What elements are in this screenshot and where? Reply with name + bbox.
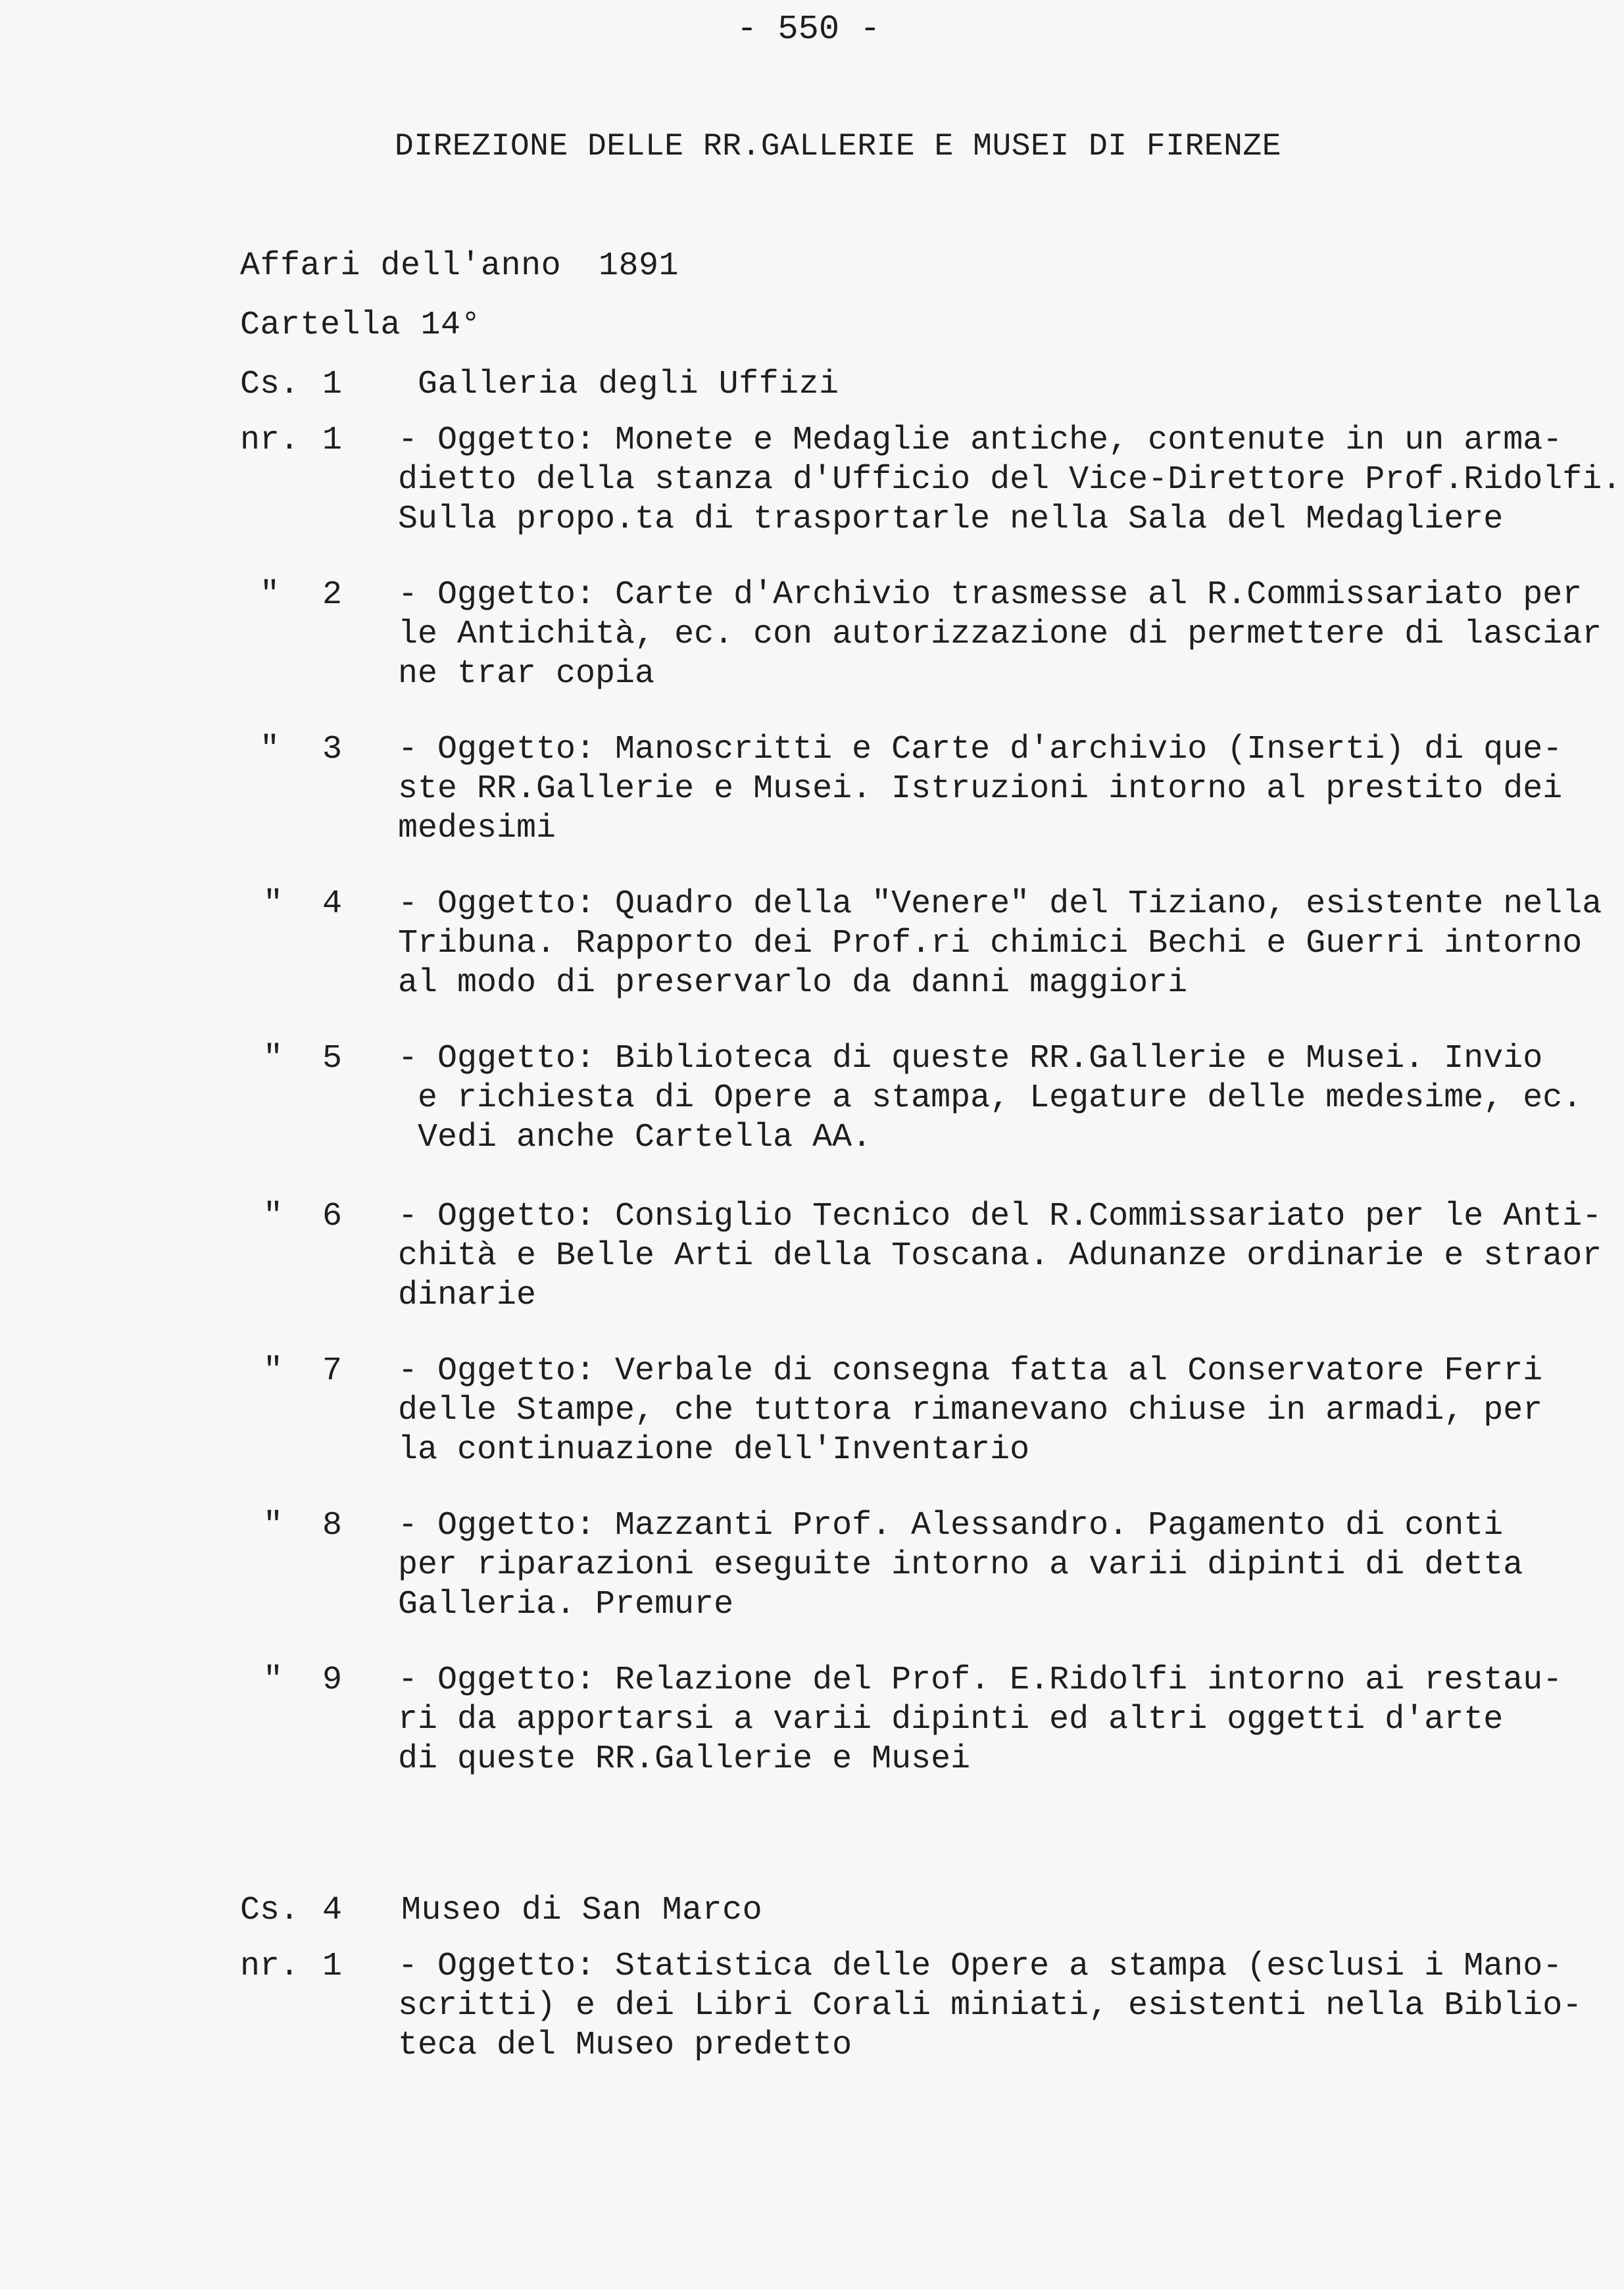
entry-text xyxy=(398,1661,1562,1779)
entry-line: Galleria. Premure xyxy=(398,1586,734,1623)
entry-number: 2 xyxy=(322,576,343,614)
entry-line: - Oggetto: Consiglio Tecnico del R.Commissariato per le Anti- xyxy=(398,1198,1602,1235)
entry-prefix: " xyxy=(263,1198,283,1235)
entry-line: di queste RR.Gallerie e Musei xyxy=(398,1740,971,1778)
entry-line: ri da apportarsi a varii dipinti ed altri oggetti d'arte xyxy=(398,1701,1504,1738)
section-cs-number: 4 xyxy=(322,1892,343,1929)
entry-text xyxy=(398,1947,1582,2065)
cartella-label: Cartella 14° xyxy=(240,307,481,344)
entry-prefix: " xyxy=(263,1040,283,1077)
entry-prefix: " xyxy=(263,1507,283,1544)
entry-line: dinarie xyxy=(398,1277,537,1314)
entry-line: Vedi anche Cartella AA. xyxy=(398,1119,872,1156)
entry-text xyxy=(398,1197,1602,1316)
entry-text xyxy=(398,1506,1523,1625)
entry-line: la continuazione dell'Inventario xyxy=(398,1431,1030,1469)
section-cs-label: Cs. xyxy=(240,1892,300,1929)
entry-number: 6 xyxy=(322,1198,343,1235)
document-heading: DIREZIONE DELLE RR.GALLERIE E MUSEI DI FIRENZE xyxy=(395,129,1282,164)
entry-line: - Oggetto: Mazzanti Prof. Alessandro. Pagamento di conti xyxy=(398,1507,1504,1544)
entry-text xyxy=(398,1039,1582,1158)
entry-prefix: " xyxy=(260,576,280,614)
entry-number: 1 xyxy=(322,1948,343,1985)
entry-number: 5 xyxy=(322,1040,343,1077)
entry-line: ste RR.Gallerie e Musei. Istruzioni intorno al prestito dei xyxy=(398,770,1563,808)
entry-line: chità e Belle Arti della Toscana. Adunanze ordinarie e straor xyxy=(398,1237,1602,1275)
entry-line: al modo di preservarlo da danni maggiori xyxy=(398,964,1188,1002)
section-title: Galleria degli Uffizi xyxy=(418,366,839,403)
entry-text xyxy=(398,885,1602,1003)
entry-line: scritti) e dei Libri Corali miniati, esistenti nella Biblio- xyxy=(398,1987,1583,2025)
entry-line: ne trar copia xyxy=(398,655,655,693)
section-cs-number: 1 xyxy=(322,366,343,403)
affari-label: Affari dell'anno xyxy=(240,247,562,285)
entry-line: - Oggetto: Carte d'Archivio trasmesse al R.Commissariato per xyxy=(398,576,1583,614)
entry-line: le Antichità, ec. con autorizzazione di permettere di lasciar xyxy=(398,616,1602,653)
entry-line: - Oggetto: Quadro della "Venere" del Tiziano, esistente nella xyxy=(398,885,1602,923)
entry-prefix: " xyxy=(260,731,280,768)
entry-line: - Oggetto: Manoscritti e Carte d'archivio (Inserti) di que- xyxy=(398,731,1563,768)
entry-text xyxy=(398,730,1562,849)
entry-line: - Oggetto: Verbale di consegna fatta al Conservatore Ferri xyxy=(398,1352,1543,1390)
entry-line: delle Stampe, che tuttora rimanevano chiuse in armadi, per xyxy=(398,1392,1543,1429)
entry-number: 4 xyxy=(322,885,343,923)
entry-prefix: " xyxy=(263,1661,283,1699)
entry-line: teca del Museo predetto xyxy=(398,2027,852,2064)
entry-line: - Oggetto: Statistica delle Opere a stampa (esclusi i Mano- xyxy=(398,1948,1563,1985)
entry-line: - Oggetto: Biblioteca di queste RR.Gallerie e Musei. Invio xyxy=(398,1040,1543,1077)
entry-line: - Oggetto: Relazione del Prof. E.Ridolfi intorno ai restau- xyxy=(398,1661,1563,1699)
entry-number: 7 xyxy=(322,1352,343,1390)
entry-line: Sulla propo.ta di trasportarle nella Sala del Medagliere xyxy=(398,501,1504,538)
entry-prefix: " xyxy=(263,885,283,923)
affari-year: 1891 xyxy=(599,247,679,285)
entry-line: per riparazioni eseguite intorno a varii dipinti di detta xyxy=(398,1546,1523,1584)
entry-text xyxy=(398,421,1621,539)
entry-prefix: nr. xyxy=(240,422,300,459)
entry-number: 8 xyxy=(322,1507,343,1544)
entry-number: 3 xyxy=(322,731,343,768)
section-cs-label: Cs. xyxy=(240,366,300,403)
entry-line: - Oggetto: Monete e Medaglie antiche, contenute in un arma- xyxy=(398,422,1563,459)
entry-number: 1 xyxy=(322,422,343,459)
entry-line: dietto della stanza d'Ufficio del Vice-Direttore Prof.Ridolfi. xyxy=(398,461,1622,499)
entry-line: medesimi xyxy=(398,810,556,847)
entry-prefix: " xyxy=(263,1352,283,1390)
entry-line: e richiesta di Opere a stampa, Legature delle medesime, ec. xyxy=(398,1079,1583,1117)
section-title: Museo di San Marco xyxy=(401,1892,763,1929)
entry-prefix: nr. xyxy=(240,1948,300,1985)
entry-line: Tribuna. Rapporto dei Prof.ri chimici Bechi e Guerri intorno xyxy=(398,925,1583,962)
entry-text xyxy=(398,1352,1542,1470)
entry-text xyxy=(398,576,1602,694)
entry-number: 9 xyxy=(322,1661,343,1699)
page-number: - 550 - xyxy=(737,10,881,49)
